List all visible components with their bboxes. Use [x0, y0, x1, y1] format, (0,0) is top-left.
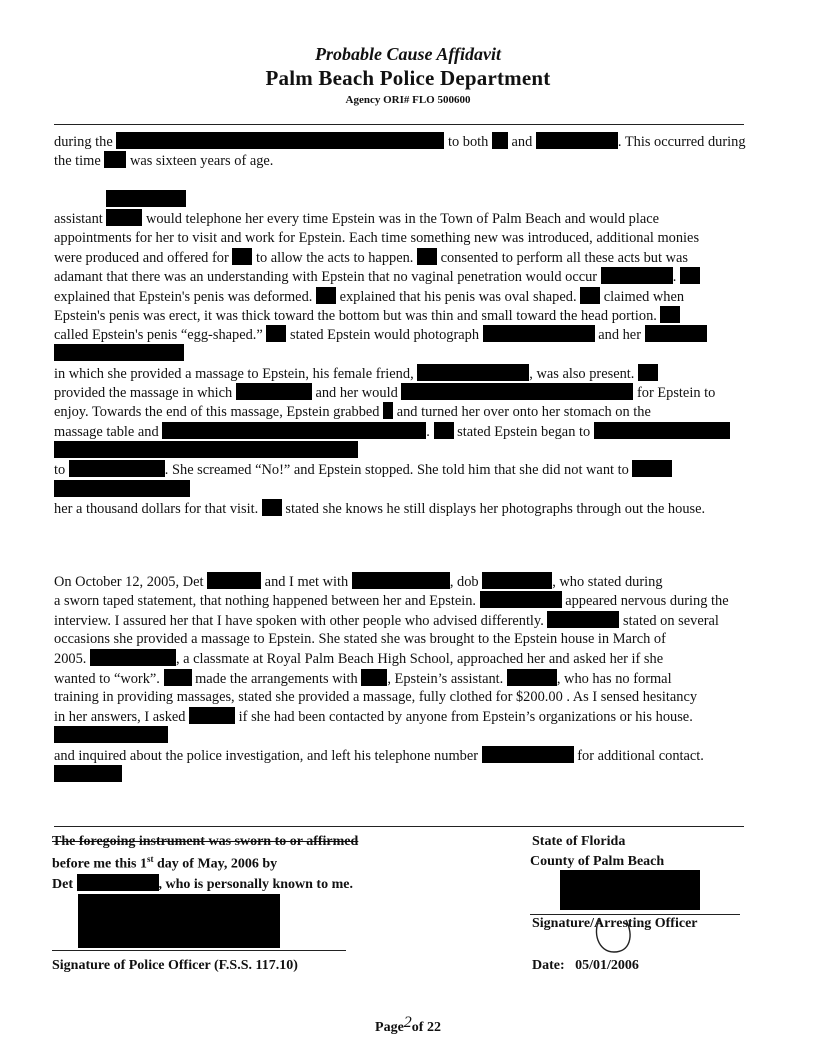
text-line: [54, 765, 122, 785]
text-run: in her answers, I asked: [54, 709, 190, 726]
page-suffix: of 22: [411, 1020, 441, 1035]
arresting-officer-label: Signature/Arresting Officer: [532, 916, 698, 931]
text-run: assistant: [54, 211, 107, 228]
handwritten-signature-mark: [590, 912, 640, 958]
redaction: [54, 480, 170, 497]
text-line: [54, 688, 697, 707]
text-run: claimed when: [600, 288, 685, 305]
text-run: were produced and offered for: [54, 249, 233, 266]
officer-signature-label: Signature of Police Officer (F.S.S. 117.10): [52, 958, 298, 973]
text-line: [54, 726, 168, 746]
redaction: [92, 441, 112, 458]
text-line: [54, 287, 684, 307]
text-line: [54, 707, 693, 727]
redaction: [132, 441, 152, 458]
signature-rule: [54, 826, 744, 827]
text-line: [54, 248, 688, 268]
text-run: . She screamed “No!” and Epstein stopped. She told him that she did not want to: [164, 462, 633, 479]
redaction: [482, 572, 552, 589]
text-run: Epstein's penis was erect, it was thick toward the bottom but was thin and small toward the head portion.: [54, 307, 661, 324]
text-run: her a thousand dollars for that visit.: [54, 500, 262, 517]
text-run: stated on several: [619, 612, 719, 629]
redaction: [352, 572, 450, 589]
text-line: [54, 325, 707, 345]
text-run: occasions she provided a massage to Epstein. She stated she was brought to the Epstein house in March of: [54, 630, 666, 647]
redaction: [189, 707, 235, 724]
text-line: [54, 611, 719, 631]
sworn-statement-line-1: The foregoing instrument was sworn to or affirmed: [52, 834, 359, 849]
redaction: [536, 132, 618, 149]
text-line: [54, 209, 659, 229]
redacted-arresting-signature: [560, 870, 700, 910]
text-line: [54, 306, 680, 326]
page-current: 2: [403, 1014, 412, 1031]
redaction: [417, 364, 529, 381]
redaction: [547, 611, 619, 628]
redaction: [361, 669, 387, 686]
text-run: , who stated during: [552, 574, 663, 590]
redaction: [417, 248, 437, 265]
text-line: [54, 344, 184, 364]
redaction: [638, 364, 658, 381]
redaction: [236, 383, 312, 400]
text-line: [54, 402, 651, 422]
redaction: [170, 480, 190, 497]
redaction: [507, 669, 557, 686]
redaction: [54, 344, 124, 361]
redaction: [164, 344, 184, 361]
date-value: 05/01/2006: [575, 958, 639, 973]
text-run: consented to perform all these acts but was: [437, 249, 688, 266]
text-run: to: [54, 462, 69, 479]
text-run: for Epstein to: [633, 385, 716, 401]
text-run: was sixteen years of age.: [126, 153, 274, 170]
text-run: if she had been contacted by anyone from Epstein’s organizations or his house.: [235, 709, 693, 726]
text-run: to allow the acts to happen.: [252, 249, 417, 266]
text-run: adamant that there was an understanding with Epstein that no vaginal penetration would occur: [54, 269, 601, 286]
text-run: stated Epstein would photograph: [286, 327, 483, 344]
redaction: [316, 287, 336, 304]
redaction: [104, 151, 126, 168]
redaction: [483, 325, 595, 342]
agency-ori: Agency ORI# FLO 500600: [345, 94, 471, 106]
text-line: [106, 190, 186, 210]
text-run: during the: [54, 134, 117, 150]
text-line: [54, 422, 730, 442]
redaction: [152, 441, 338, 458]
text-run: made the arrangements with: [191, 670, 362, 687]
text-run: called Epstein's penis “egg-shaped.”: [54, 327, 267, 344]
redaction: [480, 591, 562, 608]
redaction: [144, 344, 164, 361]
text-run: appeared nervous during the: [561, 593, 729, 610]
text-run: interview. I assured her that I have spoken with other people who advised differently.: [54, 612, 548, 629]
text-run: massage table and: [54, 423, 163, 440]
redaction: [54, 726, 102, 743]
text-run: , Epstein’s assistant.: [387, 670, 507, 687]
text-run: wanted to “work”.: [54, 670, 164, 687]
text-line: [54, 669, 672, 689]
text-run: stated Epstein began to: [453, 423, 594, 440]
text-line: [54, 630, 666, 649]
text-run: On October 12, 2005, Det: [54, 574, 208, 590]
text-run: , a classmate at Royal Palm Beach High School, approached her and asked her if she: [175, 651, 664, 668]
known-to-me: , who is personally known to me.: [158, 877, 353, 892]
text-line: [54, 151, 273, 171]
text-run: .: [426, 423, 434, 440]
text-run: 2005.: [54, 651, 90, 668]
redaction: [126, 190, 146, 207]
text-run: for additional contact.: [573, 747, 704, 764]
redaction: [338, 441, 358, 458]
redaction: [434, 422, 454, 439]
document-title: Probable Cause Affidavit: [315, 44, 501, 64]
redaction: [112, 441, 132, 458]
text-line: [54, 460, 672, 480]
redaction: [645, 325, 707, 342]
text-run: appointments for her to visit and work for Epstein. Each time something new was introduced, additional monies: [54, 229, 700, 246]
text-run: to both: [444, 134, 492, 150]
county-label: County of Palm Beach: [530, 854, 665, 869]
text-run: would telephone her every time Epstein was in the Town of Palm Beach and would place: [142, 211, 660, 228]
affidavit-body: [54, 0, 794, 800]
text-run: enjoy. Towards the end of this massage, Epstein grabbed: [54, 404, 384, 421]
text-run: , was also present.: [529, 365, 638, 382]
text-line: [54, 746, 704, 766]
text-line: [54, 229, 699, 248]
redaction: [680, 267, 700, 284]
text-run: the time: [54, 153, 105, 170]
redaction: [492, 132, 508, 149]
text-run: . This occurred during: [617, 134, 746, 150]
text-run: training in providing massages, stated she provided a massage, fully clothed for $200.00 . As I sensed hesitancy: [54, 688, 698, 705]
redaction: [594, 422, 730, 439]
text-run: provided the massage in which: [54, 385, 236, 401]
redaction: [106, 190, 126, 207]
redaction: [401, 383, 633, 400]
redaction: [124, 344, 144, 361]
sworn-statement-line-2: before me this 1st day of May, 2006 by: [52, 854, 278, 872]
text-line: [54, 499, 705, 519]
text-line: [54, 441, 358, 461]
det-prefix: Det: [52, 877, 77, 892]
redaction: [262, 499, 282, 516]
text-run: and her would: [311, 385, 402, 401]
redaction: [116, 132, 444, 149]
redaction: [54, 765, 102, 782]
text-line: [54, 480, 190, 500]
redaction: [90, 649, 176, 666]
text-line: [54, 364, 658, 384]
date-field: [532, 958, 639, 974]
officer-signature-line: [52, 950, 346, 951]
text-run: .: [672, 269, 680, 286]
redaction: [102, 726, 122, 743]
text-run: stated she knows he still displays her photographs through out the house.: [281, 500, 706, 517]
text-line: [54, 649, 663, 669]
redaction: [122, 726, 148, 743]
redaction: [77, 874, 159, 891]
state-label: State of Florida: [532, 834, 626, 849]
redaction: [232, 248, 252, 265]
redaction: [580, 287, 600, 304]
text-line: [54, 267, 700, 287]
text-run: explained that Epstein's penis was deformed.: [54, 288, 316, 305]
redaction: [383, 402, 393, 419]
text-run: , who has no formal: [556, 670, 672, 687]
redaction: [162, 422, 426, 439]
redaction: [632, 460, 672, 477]
text-line: [54, 383, 715, 403]
text-run: a sworn taped statement, that nothing happened between her and Epstein.: [54, 593, 480, 610]
agency-name: Palm Beach Police Department: [265, 66, 551, 90]
text-line: [54, 132, 746, 152]
text-run: and turned her over onto her stomach on the: [393, 404, 651, 421]
text-run: and I met with: [261, 574, 352, 590]
sworn-statement-line-3: [52, 874, 353, 893]
redaction: [482, 746, 574, 763]
page-prefix: Page: [375, 1020, 404, 1035]
redaction: [146, 190, 166, 207]
text-run: and: [507, 134, 536, 150]
redaction: [207, 572, 261, 589]
redaction: [69, 460, 165, 477]
text-run: , dob: [449, 574, 483, 590]
text-run: and her: [594, 327, 645, 344]
text-run: in which she provided a massage to Epstein, his female friend,: [54, 365, 418, 382]
redacted-officer-signature: [78, 894, 280, 948]
page-number: [0, 1014, 816, 1036]
text-line: [54, 591, 729, 611]
text-run: and inquired about the police investigation, and left his telephone number: [54, 747, 482, 764]
redaction: [102, 765, 122, 782]
redaction: [266, 325, 286, 342]
redaction: [164, 669, 192, 686]
redaction: [54, 441, 92, 458]
redaction: [601, 267, 673, 284]
date-label: Date:: [532, 958, 565, 973]
redaction: [106, 209, 142, 226]
text-run: explained that his penis was oval shaped.: [335, 288, 581, 305]
redaction: [148, 726, 168, 743]
redaction: [166, 190, 186, 207]
redaction: [660, 306, 680, 323]
text-line: [54, 572, 663, 592]
